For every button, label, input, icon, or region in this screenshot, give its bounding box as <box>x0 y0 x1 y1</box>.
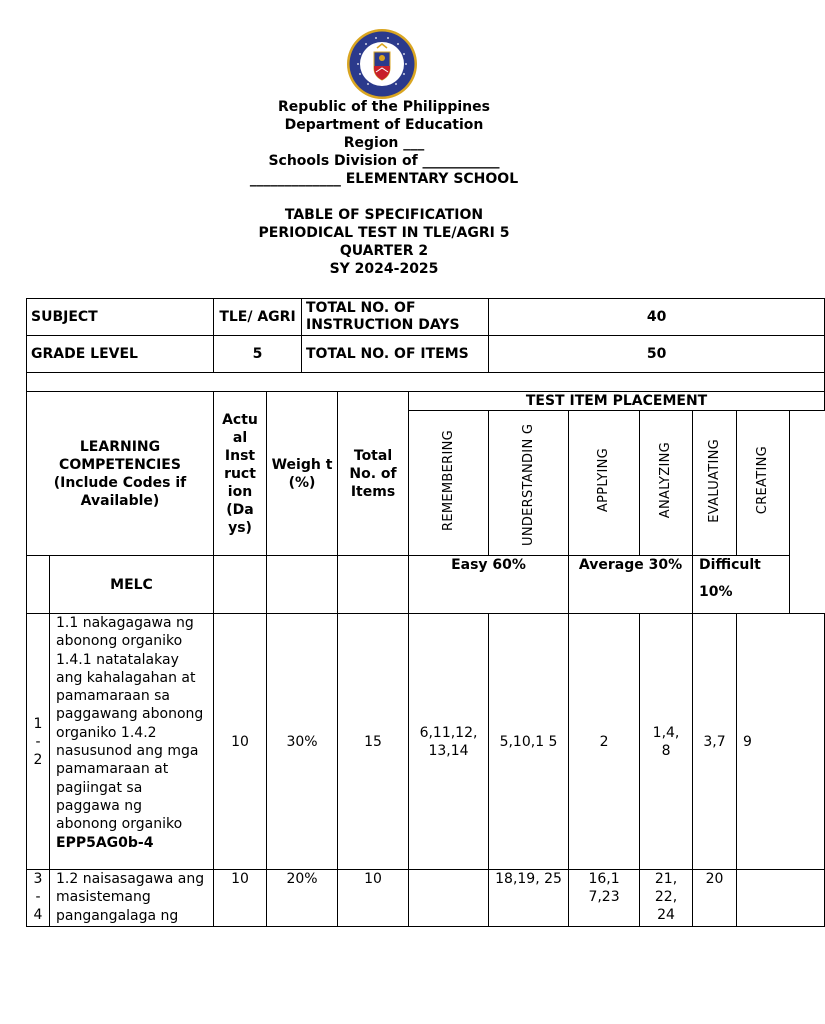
document-header <box>0 98 768 278</box>
days-cell: 10 <box>214 870 267 927</box>
average-header: Average 30% <box>569 556 693 614</box>
actual-days-header: Actu al Inst ruct ion (Da ys) <box>214 392 267 556</box>
analyzing-cell: 21, 22, 24 <box>640 870 693 927</box>
items-value: 50 <box>489 336 825 373</box>
spacer-row <box>27 373 825 392</box>
weight-header: Weigh t (%) <box>267 392 338 556</box>
applying-header: APPLYING <box>569 411 640 556</box>
days-label: TOTAL NO. OF INSTRUCTION DAYS <box>302 299 489 336</box>
table-row <box>27 614 825 870</box>
grade-label: GRADE LEVEL <box>27 336 214 373</box>
items-cell: 10 <box>338 870 409 927</box>
header-test-name: PERIODICAL TEST IN TLE/AGRI 5 <box>258 225 510 241</box>
melc-header: MELC <box>50 556 214 614</box>
header-school-year: SY 2024-2025 <box>329 261 439 277</box>
header-department: Department of Education <box>284 117 484 133</box>
subject-label: SUBJECT <box>27 299 214 336</box>
items-cell: 15 <box>338 614 409 870</box>
row-number: 3 - 4 <box>27 870 50 927</box>
understanding-header: UNDERSTANDIN G <box>489 411 569 556</box>
grade-value: 5 <box>214 336 302 373</box>
creating-cell <box>737 870 825 927</box>
analyzing-header: ANALYZING <box>640 411 693 556</box>
evaluating-cell: 3,7 <box>693 614 737 870</box>
days-value: 40 <box>489 299 825 336</box>
header-republic: Republic of the Philippines <box>278 99 490 115</box>
header-title: TABLE OF SPECIFICATION <box>284 207 484 223</box>
table-row <box>27 870 825 927</box>
creating-cell: 9 <box>737 614 825 870</box>
remembering-header: REMEMBERING <box>409 411 489 556</box>
creating-header: CREATING <box>737 411 790 556</box>
applying-cell: 2 <box>569 614 640 870</box>
deped-seal-logo <box>346 28 418 100</box>
items-label: TOTAL NO. OF ITEMS <box>302 336 489 373</box>
melc-cell: 1.1 nakagagawa ng abonong organiko 1.4.1 natatalakay ang kahalagahan at pamamaraan sa paggawang abonong organiko 1.4.2 nasusunod ang mga pamamaraan at pagiingat sa paggawa ng abonong organiko EPP5AG0b-4 <box>50 614 214 870</box>
subject-value: TLE/ AGRI <box>214 299 302 336</box>
remembering-cell <box>409 870 489 927</box>
header-row-placement <box>27 392 825 411</box>
difficult-header: Difficult 10% <box>693 556 790 614</box>
weight-cell: 30% <box>267 614 338 870</box>
header-quarter: QUARTER 2 <box>339 243 429 259</box>
applying-cell: 16,1 7,23 <box>569 870 640 927</box>
info-row-grade <box>27 336 825 373</box>
analyzing-cell: 1,4, 8 <box>640 614 693 870</box>
header-region: Region ___ <box>343 135 425 151</box>
table-of-specification <box>26 298 825 927</box>
row-number: 1 - 2 <box>27 614 50 870</box>
melc-cell: 1.2 naisasagawa ang masistemang pangangalaga ng <box>50 870 214 927</box>
weight-cell: 20% <box>267 870 338 927</box>
melc-code: EPP5AG0b-4 <box>56 834 154 851</box>
easy-header: Easy 60% <box>409 556 569 614</box>
evaluating-cell: 20 <box>693 870 737 927</box>
melc-row <box>27 556 825 614</box>
understanding-cell: 18,19, 25 <box>489 870 569 927</box>
header-division: Schools Division of ___________ <box>268 153 500 169</box>
placement-header: TEST ITEM PLACEMENT <box>409 392 825 411</box>
total-items-header: Total No. of Items <box>338 392 409 556</box>
remembering-cell: 6,11,12, 13,14 <box>409 614 489 870</box>
days-cell: 10 <box>214 614 267 870</box>
info-row-subject <box>27 299 825 336</box>
header-school: _____________ ELEMENTARY SCHOOL <box>249 171 519 187</box>
understanding-cell: 5,10,1 5 <box>489 614 569 870</box>
evaluating-header: EVALUATING <box>693 411 737 556</box>
competencies-header: LEARNING COMPETENCIES (Include Codes if Available) <box>27 392 214 556</box>
